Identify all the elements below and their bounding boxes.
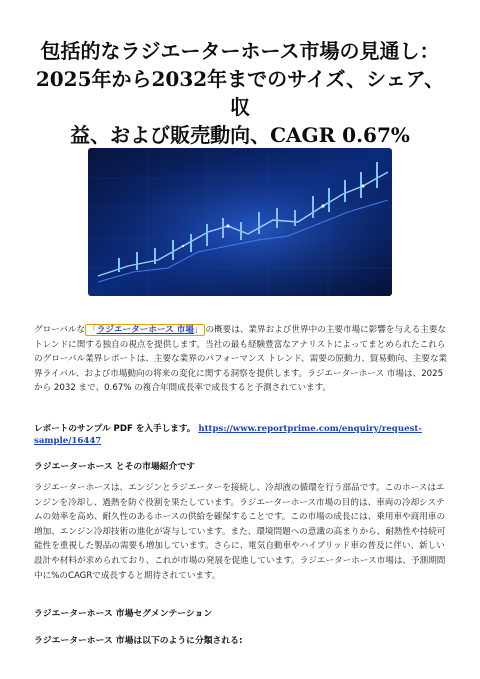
link-close-bracket: 」 [193,325,203,335]
market-link[interactable]: ラジエーターホース 市場 [96,325,194,335]
page-title [30,37,450,149]
section-heading-segmentation: ラジエーターホース 市場セグメンテーション [34,609,213,619]
sample-request [34,423,448,447]
intro-prefix: グローバルな [34,325,86,335]
intro-rest: の概要は、業界および世界中の主要市場に影響を与える主要なトレンドに関する独自の視点を提供します。当社の最も経験豊富なアナリストによってまとめられたこれらのグローバル業界レポートは、主要な業界のパフォーマンス トレンド、需要の原動力、貿易動向、主要な業界ライバル、および市場動向の将来の変化に関する洞察を提供します。ラジエーターホース 市場は、2025 から 2032 まで、0.67% の複合年間成長率で成長すると予測されています。 [34,325,448,394]
section-heading-intro: ラジエーターホース とその市場紹介です [34,462,195,472]
financial-chart-illustration [88,148,392,296]
title-line-1: 包括的なラジエーターホース市場の見通し： [40,39,440,63]
hero-image [88,148,392,296]
title-line-2: 2025年から2032年までのサイズ、シェア、収 [35,67,445,119]
sample-link[interactable]: https://www.reportprime.com/enquiry/request-sample/16447 [34,424,422,446]
sample-lead: レポートのサンプル PDF を入手します。 [34,424,196,434]
section-heading-classification: ラジエーターホース 市場は以下のように分類される: [34,636,243,646]
market-link-box[interactable] [85,324,205,336]
section-intro-body: ラジエーターホースは、エンジンとラジエーターを接続し、冷却液の循環を行う部品です。このホースはエンジンを冷却し、過熱を防ぐ役割を果たしています。ラジエーターホース市場の目的は、車両の冷却システムの効率を高め、耐久性のあるホースの供給を確保することです。この市場の成長には、乗用車や商用車の増加、エンジン冷却技術の進化が寄与しています。また、環境問題への意識の高まりから、耐熱性や持続可能性を重視した製品の需要も増加しています。さらに、電気自動車やハイブリッド車の普及に伴い、新しい設計や材料が求められており、これが市場の発展を促進しています。ラジエーターホース市場は、予測期間中に%のCAGRで成長すると期待されています。 [34,483,446,581]
intro-paragraph [34,323,448,396]
link-open-bracket: 「 [88,325,97,335]
title-line-3: 益、および販売動向、CAGR 0.67% [70,123,410,147]
